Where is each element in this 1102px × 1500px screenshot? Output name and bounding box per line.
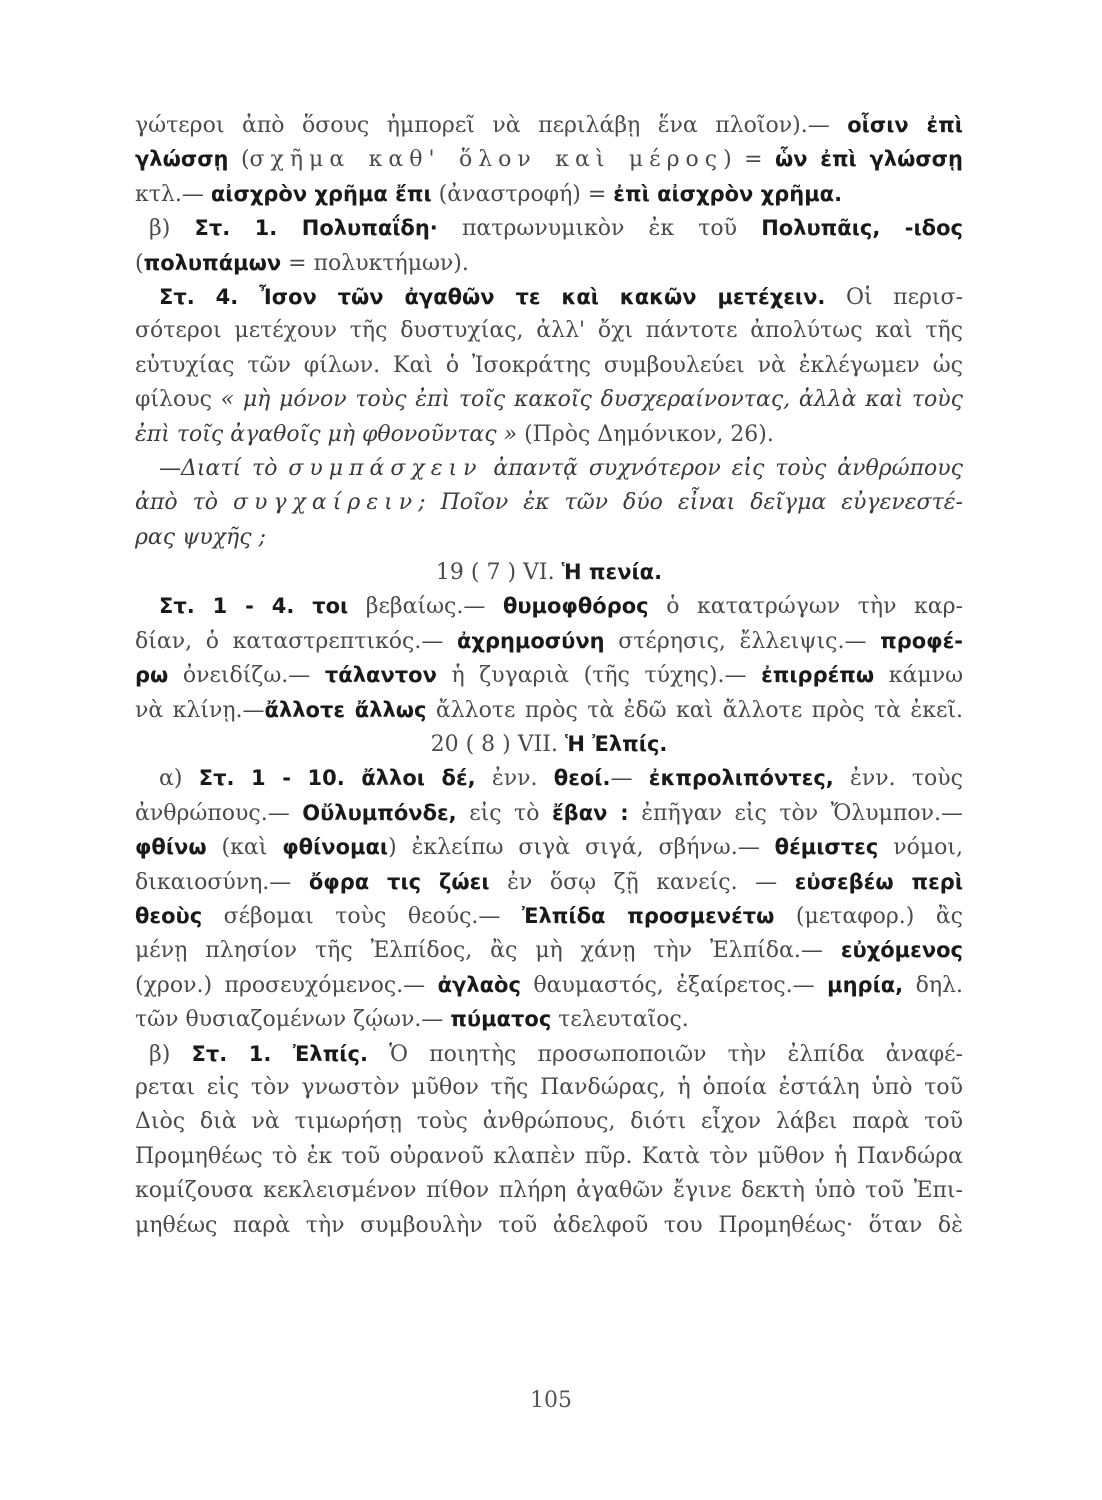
text-segment: Οἱ περισ-	[825, 284, 964, 310]
bold-term: Πολυπᾶις, -ιδος	[761, 216, 963, 241]
bold-term: ἐπιρρέπω	[761, 663, 875, 688]
bold-term: Στ. 4. Ἶσον τῶν ἀγαθῶν τε καὶ κακῶν μετέχειν.	[159, 284, 826, 309]
bold-term: ρω	[135, 663, 169, 688]
bold-term: Ἐλπίδα προσμενέτω	[521, 903, 775, 928]
bold-term: ἐκπρολιπόντες,	[648, 766, 834, 791]
text-line	[135, 899, 963, 933]
text-segment: Ὁ ποιητὴς προσωποποιῶν τὴν ἐλπίδα ἀναφέ-	[367, 1041, 963, 1067]
text-line	[135, 1174, 963, 1208]
text-line	[135, 693, 963, 727]
text-segment: Προμηθέως τὸ ἐκ τοῦ οὐρανοῦ κλαπὲν πῦρ. Κατὰ τὸν μῦθον ἡ Πανδώρα	[135, 1143, 963, 1169]
text-line	[135, 727, 963, 761]
italic-text: ἐπὶ τοῖς ἀγαθοῖς μὴ φθονοῦντας »	[135, 421, 518, 447]
text-segment: ρεται εἰς τὸν γνωστὸν μῦθον τῆς Πανδώρας, ἡ ὁποία ἐστάλη ὑπὸ τοῦ	[135, 1074, 963, 1100]
bold-term: ὧν ἐπὶ γλώσσῃ	[774, 147, 963, 172]
text-segment: εἰς τὸ	[456, 800, 552, 826]
text-segment: Διὸς διὰ νὰ τιμωρήσῃ τοὺς ἀνθρώπους, διότι εἶχον λάβει παρὰ τοῦ	[135, 1109, 963, 1135]
text-segment: α)	[159, 766, 199, 792]
text-segment: βεβαίως.—	[348, 594, 503, 620]
bold-term: ἀχρημοσύνη	[456, 628, 605, 653]
bold-term: φθίνω	[135, 835, 207, 860]
text-segment: δηλ.	[903, 972, 963, 998]
text-line	[135, 452, 963, 486]
bold-term: προφέ-	[880, 628, 963, 653]
text-line	[135, 968, 963, 1002]
text-segment: μένῃ πλησίον τῆς Ἐλπίδος, ἂς μὴ χάνῃ τὴν Ἐλπίδα.—	[135, 938, 841, 964]
text-segment: ἐν ὅσῳ ζῇ κανείς. —	[489, 869, 795, 895]
text-segment: (	[135, 250, 144, 276]
text-line	[135, 246, 963, 280]
text-segment: μηθέως παρὰ τὴν συμβουλὴν τοῦ ἀδελφοῦ του Προμηθέως· ὅταν δὲ	[135, 1212, 963, 1238]
text-line	[135, 830, 963, 864]
text-line	[135, 933, 963, 967]
text-line	[135, 383, 963, 417]
italic-text: ἀπὸ τὸ	[135, 490, 234, 516]
bold-term: οἷσιν ἐπὶ	[847, 113, 963, 137]
bold-term: φθίνομαι	[282, 835, 389, 860]
text-segment: δίαν, ὁ καταστρεπτικός.—	[135, 628, 457, 654]
text-segment: κτλ.—	[135, 181, 211, 207]
bold-term: τάλαντον	[324, 663, 437, 688]
text-line	[135, 349, 963, 383]
italic-text: « μὴ μόνον τοὺς ἐπὶ τοῖς κακοῖς δυσχεραίνοντας, ἀλλὰ καὶ τοὺς	[220, 387, 963, 413]
bold-term: Στ. 1. Ἐλπίς.	[191, 1041, 368, 1066]
bold-term: εὐχόμενος	[840, 938, 963, 963]
text-line	[135, 624, 963, 658]
italic-text: ρας ψυχῆς ;	[135, 524, 266, 550]
text-line	[135, 1037, 963, 1071]
text-line	[135, 280, 963, 314]
text-segment: θαυμαστός, ἐξαίρετος.—	[520, 972, 828, 998]
text-segment: ἀνθρώπους.—	[135, 800, 303, 826]
text-line	[135, 1105, 963, 1139]
text-segment: τελευταῖος.	[551, 1007, 689, 1033]
text-segment: (χρον.) προσευχόμενος.—	[135, 972, 438, 998]
page-body	[135, 108, 963, 1243]
text-segment: ἡ ζυγαριὰ (τῆς τύχης).—	[436, 663, 762, 689]
text-segment: ὀνειδίζω.—	[168, 663, 325, 689]
bold-term: Ἡ Ἐλπίς.	[564, 732, 668, 757]
italic-text: ; Ποῖον ἐκ τῶν δύο εἶναι δεῖγμα εὐγενεστέ-	[418, 490, 963, 516]
text-segment: (Πρὸς Δημόνικον, 26).	[517, 421, 774, 447]
text-segment: εὐτυχίας τῶν φίλων. Καὶ ὁ Ἰσοκράτης συμβουλεύει νὰ ἐκλέγωμεν ὡς	[135, 352, 963, 378]
italic-text: συμπάσχειν	[288, 455, 483, 481]
bold-term: Οὔλυμπόνδε,	[302, 800, 457, 825]
text-segment: σότεροι μετέχουν τῆς δυστυχίας, ἀλλ' ὄχι πάντοτε ἀπολύτως καὶ τῆς	[135, 318, 963, 344]
bold-term: Στ. 1. Πολυπαΐδη·	[194, 216, 438, 241]
text-segment: ἐπῆγαν εἰς τὸν Ὄλυμπον.—	[628, 800, 963, 826]
bold-term: θεοὺς	[135, 903, 203, 928]
text-segment: 20 ( 8 ) VII.	[430, 732, 565, 758]
text-segment: (	[228, 147, 250, 173]
text-segment: φίλους	[135, 387, 221, 413]
bold-term: αἰσχρὸν χρῆμα ἔπι	[210, 181, 432, 206]
text-segment: σχῆμα καθ' ὅλον καὶ μέρος	[249, 147, 724, 173]
text-segment: πατρωνυμικὸν ἐκ τοῦ	[437, 216, 762, 242]
text-line	[135, 1071, 963, 1105]
text-segment: ) =	[723, 147, 775, 173]
bold-term: θέμιστες	[774, 835, 879, 860]
text-line	[135, 589, 963, 623]
page-number: 105	[530, 1388, 572, 1413]
italic-text: ἀπαντᾷ συχνότερον εἰς τοὺς ἀνθρώπους	[482, 455, 963, 481]
text-line	[135, 314, 963, 348]
text-line	[135, 658, 963, 692]
text-line	[135, 1002, 963, 1036]
text-line	[135, 142, 963, 176]
text-line	[135, 108, 963, 142]
bold-term: θυμοφθόρος	[502, 594, 649, 619]
text-segment: ἄλλοτε πρὸς τὰ ἐδῶ καὶ ἄλλοτε πρὸς τὰ ἐκεῖ.	[426, 697, 963, 723]
text-segment: γώτεροι ἀπὸ ὅσους ἠμπορεῖ νὰ περιλάβῃ ἕνα πλοῖον).—	[135, 113, 848, 138]
bold-term: Στ. 1 - 10. ἄλλοι δέ,	[198, 766, 476, 791]
bold-term: πολυπάμων	[143, 250, 282, 275]
text-segment: κάμνω	[874, 663, 964, 689]
text-segment: (μεταφορ.) ἂς	[774, 903, 963, 929]
text-line	[135, 211, 963, 245]
bold-term: ἐπὶ αἰσχρὸν χρῆμα.	[613, 181, 843, 206]
text-segment: δικαιοσύνη.—	[135, 869, 309, 895]
text-segment: β)	[149, 1041, 192, 1067]
text-segment: νόμοι,	[878, 835, 964, 861]
italic-text: —Διατί τὸ	[159, 455, 289, 481]
text-segment: ) ἐκλείπω σιγὰ σιγά, σβήνω.—	[388, 835, 775, 861]
bold-term: εὐσεβέω περὶ	[794, 869, 964, 894]
text-line	[135, 418, 963, 452]
text-line	[135, 486, 963, 520]
text-segment: ἐνν. τοὺς	[833, 766, 963, 792]
text-line	[135, 761, 963, 795]
text-segment: 19 ( 7 ) VI.	[435, 560, 562, 586]
bold-term: Στ. 1 - 4. τοι	[159, 594, 349, 619]
bold-term: θεοί.	[553, 766, 611, 791]
text-segment: (ἀναστροφή) =	[431, 181, 614, 207]
bold-term: ἔβαν :	[551, 800, 629, 825]
bold-term: ἄλλοτε ἄλλως	[264, 697, 427, 722]
text-segment: τῶν θυσιαζομένων ζῴων.—	[135, 1007, 451, 1033]
text-segment: = πολυκτήμων).	[281, 250, 469, 276]
italic-text: συγχαίρειν	[233, 490, 419, 516]
text-segment: στέρησις, ἔλλειψις.—	[604, 628, 881, 654]
text-line	[135, 555, 963, 589]
text-line	[135, 796, 963, 830]
bold-term: ὄφρα τις ζώει	[308, 869, 490, 894]
text-segment: κομίζουσα κεκλεισμένον πίθον πλήρη ἀγαθῶν ἔγινε δεκτὴ ὑπὸ τοῦ Ἐπι-	[135, 1178, 963, 1204]
bold-term: Ἡ πενία.	[561, 560, 663, 585]
bold-term: μηρία,	[827, 972, 904, 997]
text-segment: (καὶ	[206, 835, 283, 861]
text-line	[135, 1209, 963, 1243]
text-line	[135, 521, 963, 555]
text-line	[135, 865, 963, 899]
text-segment: νὰ κλίνῃ.—	[135, 697, 265, 723]
text-segment: β)	[149, 216, 195, 242]
bold-term: γλώσσῃ	[135, 147, 229, 172]
text-segment: —	[610, 766, 649, 792]
text-line	[135, 1140, 963, 1174]
text-line	[135, 177, 963, 211]
text-segment: ὁ κατατρώγων τὴν καρ-	[648, 594, 963, 620]
text-segment: σέβομαι τοὺς θεούς.—	[202, 903, 522, 929]
text-segment: ἐνν.	[475, 766, 554, 792]
bold-term: πύματος	[450, 1007, 552, 1032]
bold-term: ἀγλαὸς	[437, 972, 521, 997]
